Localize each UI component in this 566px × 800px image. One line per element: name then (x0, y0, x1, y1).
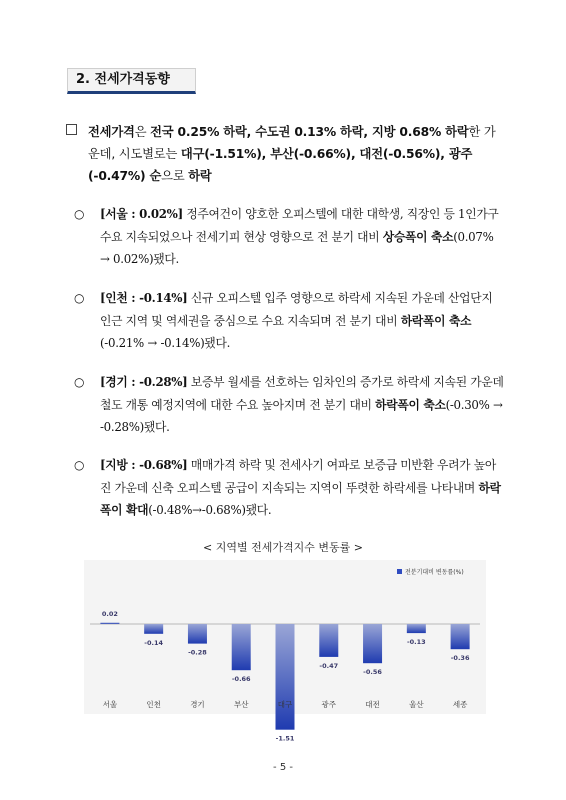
chart-category-label: 울산 (409, 700, 424, 709)
summary-paragraph (66, 121, 506, 187)
region-change: (-0.48%→-0.68%)됐다. (148, 503, 272, 517)
region-item-seoul (74, 203, 506, 271)
summary-text (88, 121, 506, 187)
summary-region-ranking: 대구(-1.51%), 부산(-0.66%), 대전(-0.56%), 광주(-0.47%) 순 (88, 147, 473, 183)
chart-bar (363, 624, 382, 663)
chart-category-label: 광주 (321, 700, 337, 709)
circle-bullet-icon: ○ (74, 207, 85, 221)
region-change: (-0.21% → -0.14%)됐다. (100, 336, 231, 350)
chart-bar (407, 624, 426, 633)
section-title: 2. 전세가격동향 (67, 68, 196, 94)
region-description: 매매가격 하락 및 전세사기 여파로 보증금 미반환 우려가 높아진 가운데 신축 오피스텔 공급이 지속되는 지역이 뚜렷한 하락세를 나타내며 (100, 458, 496, 495)
chart-data-label: -1.51 (275, 734, 295, 743)
chart-data-label: -0.47 (319, 661, 339, 670)
chart-caption: < 지역별 전세가격지수 변동률 > (203, 541, 363, 554)
chart-data-label: 0.02 (101, 610, 118, 618)
chart-bar (144, 624, 163, 634)
chart-legend-swatch (397, 569, 402, 574)
region-label: [지방 : -0.68%] (100, 458, 188, 472)
chart-bar (276, 624, 295, 730)
region-description: 신규 오피스텔 입주 영향으로 하락세 지속된 가운데 산업단지 인근 지역 및 역세권을 중심으로 수요 지속되며 전 분기 대비 (100, 291, 493, 328)
chart-data-label: -0.14 (144, 638, 164, 647)
region-emphasis: 상승폭이 축소 (382, 229, 454, 244)
circle-bullet-icon: ○ (74, 375, 85, 389)
chart-bar (188, 624, 207, 644)
chart-category-label: 세종 (452, 700, 468, 709)
summary-subject: 전세가격 (88, 125, 135, 139)
chart-bar (319, 624, 338, 657)
page-number: - 5 - (273, 762, 293, 773)
chart-bar (100, 623, 119, 624)
region-emphasis: 하락폭이 축소 (375, 397, 446, 412)
chart-legend-label: 전분기대비 변동률(%) (405, 569, 464, 576)
chart-bar (232, 624, 251, 670)
summary-conclusion: 하락 (188, 169, 212, 183)
region-item-gyeonggi (74, 371, 506, 439)
chart-category-label: 서울 (102, 700, 118, 709)
region-change: (0.07% → 0.02%)됐다. (100, 229, 494, 266)
region-label: [서울 : 0.02%] (100, 207, 183, 221)
summary-text-part: 한 가운데, 시도별로는 (88, 125, 496, 161)
chart-data-label: -0.66 (231, 675, 251, 684)
region-emphasis: 하락폭이 축소 (400, 313, 472, 328)
region-description: 정주여건이 양호한 오피스텔에 대한 대학생, 직장인 등 1인가구 수요 지속되었으나 전세기피 현상 영향으로 전 분기 대비 (100, 207, 499, 244)
chart-bar (451, 624, 470, 649)
summary-text-part: 은 (134, 125, 151, 139)
chart-category-label: 경기 (190, 700, 205, 709)
circle-bullet-icon: ○ (74, 291, 85, 305)
chart-category-label: 대구 (277, 700, 293, 709)
chart-data-label: -0.13 (406, 638, 426, 647)
region-description: 보증부 월세를 선호하는 임차인의 증가로 하락세 지속된 가운데 철도 개통 예정지역에 대한 수요 높아지며 전 분기 대비 (100, 375, 504, 412)
region-change: (-0.30% → -0.28%)됐다. (100, 397, 503, 434)
chart-data-label: -0.28 (188, 648, 207, 657)
region-item-provinces (74, 454, 506, 522)
chart-category-label: 대전 (365, 700, 380, 709)
region-label: [경기 : -0.28%] (100, 375, 188, 389)
summary-text-part: 으로 (161, 169, 189, 183)
chart-data-label: -0.36 (450, 654, 470, 663)
regional-jeonse-chart (84, 560, 486, 743)
summary-national-figures: 전국 0.25% 하락, 수도권 0.13% 하락, 지방 0.68% 하락 (150, 125, 469, 139)
region-emphasis: 하락폭이 확대 (100, 480, 501, 517)
checkbox-bullet-icon (66, 124, 77, 135)
chart-category-label: 인천 (146, 700, 161, 709)
circle-bullet-icon: ○ (74, 458, 85, 472)
chart-category-label: 부산 (233, 700, 249, 709)
chart-svg (84, 560, 486, 743)
region-item-incheon (74, 287, 506, 355)
chart-data-label: -0.56 (363, 668, 382, 677)
region-label: [인천 : -0.14%] (100, 291, 188, 305)
